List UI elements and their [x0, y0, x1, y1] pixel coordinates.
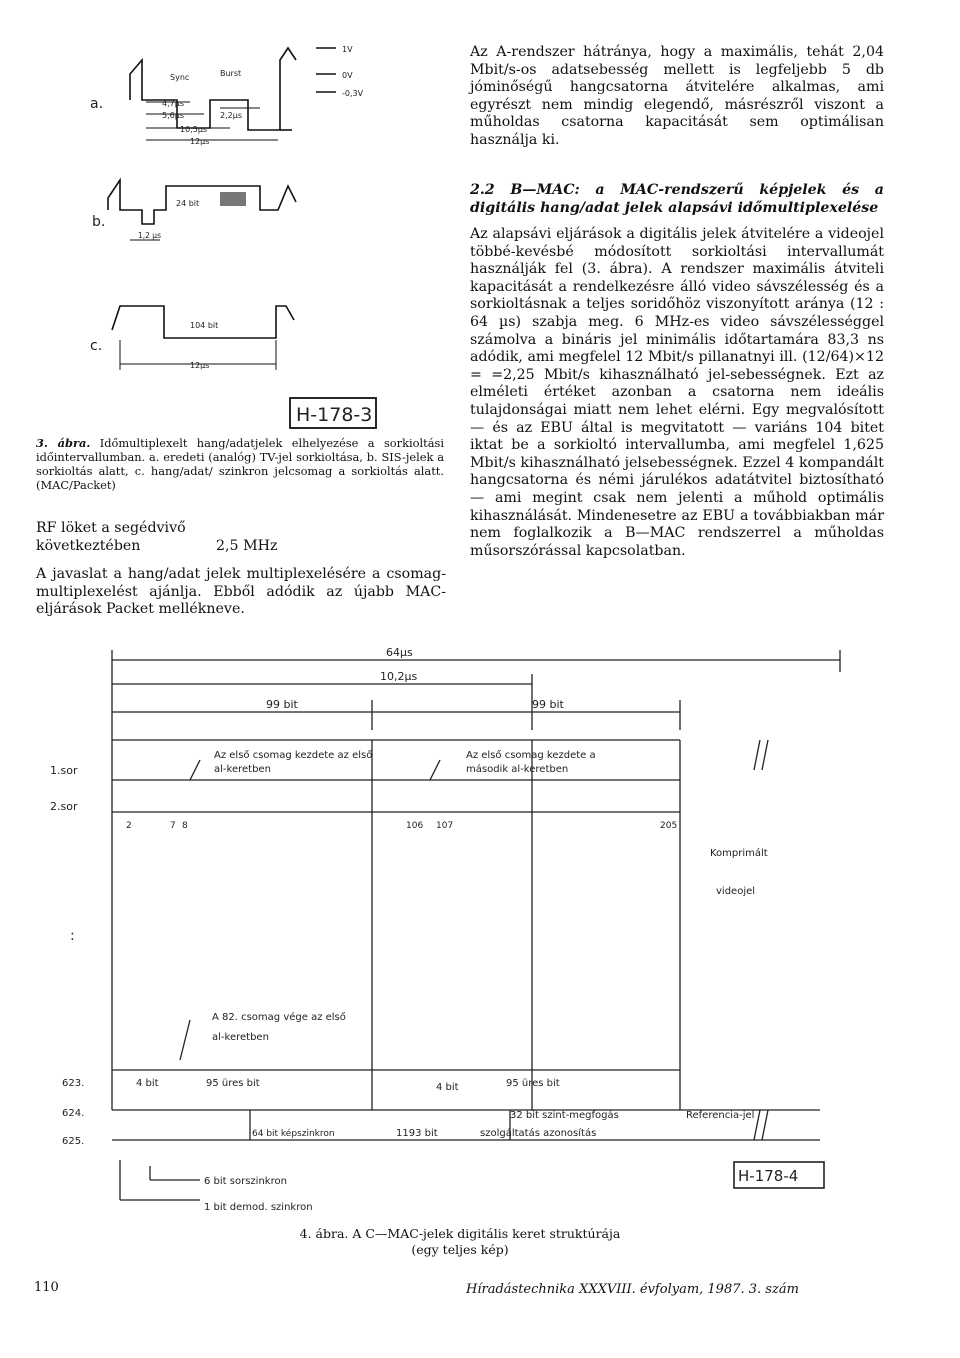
fig4-32bit: 32 bit szint-megfogás — [510, 1110, 619, 1121]
fig3-a-1v: 1V — [342, 45, 353, 54]
fig4-n7: 7 — [170, 821, 176, 831]
fig4-note1a: Az első csomag kezdete az első — [214, 750, 373, 761]
fig4-4bit-a: 4 bit — [136, 1078, 159, 1089]
fig3-stamp: H-178-3 — [296, 404, 373, 426]
fig4-note3b: al-keretben — [212, 1032, 269, 1043]
fig4-64us: 64µs — [386, 646, 413, 659]
fig4-note1b: al-keretben — [214, 764, 271, 775]
fig4-komp1: Komprimált — [710, 848, 768, 859]
fig4-1193: 1193 bit — [396, 1128, 438, 1139]
fig4-n107: 107 — [436, 821, 454, 831]
right-paragraph-1: Az A-rendszer hátránya, hogy a maximális, tehát 2,04 Mbit/s-os adatsebesség mellett is legfeljebb 5 db jóminőségű hangcsatorna átvitelére alkalmas, ami egyrészt nem mindig elegendő, másrészről viszont a műholdas csatorna kapacitását sem optimálisan használja ki. — [470, 44, 884, 148]
rf-row-value: 2,5 MHz — [216, 537, 278, 554]
fig4-99bit-b: 99 bit — [532, 698, 564, 711]
fig4-99bit-a: 99 bit — [266, 698, 298, 711]
left-paragraph: A javaslat a hang/adat jelek multiplexelésére a csomag-multiplexelést ajánlja. Ebből adódik az újabb MAC-eljárások Packet mellékneve. — [36, 566, 446, 618]
fig4-n106: 106 — [406, 821, 424, 831]
figure-4-caption — [230, 1226, 690, 1258]
fig3-a-burst: Burst — [220, 69, 242, 78]
fig4-note3a: A 82. csomag vége az első — [212, 1012, 346, 1023]
fig4-note2a: Az első csomag kezdete a — [466, 750, 596, 761]
fig3-c-bits: 104 bit — [190, 321, 219, 330]
right-paragraph-2: Az alapsávi eljárások a digitális jelek átvitelére a videojel többé-kevésbé módosított sorkioltási intervallumát használják fel (3. ábra). A rendszer maximális átviteli kapacitását a rendelkezésre álló video sávszélesség és a sorkioltásnak a teljes soridőhöz viszonyított aránya (12 : 64 µs) szabja meg. 6 MHz-es video sávszélességgel számolva a bináris jel minimális időtartamára 83,3 ns adódik, ami megfelel 12 Mbit/s pillanatnyi ill. (12/64)×12 = =2,25 Mbit/s kihasználható jel-sebességnek. Ezt az elméleti értéket azonban a csatorna nem ideális tulajdonságai miatt nem lehet elérni. Egy megvalósított — és az EBU által is megvitatott — variáns 104 bitet iktat be a sorkioltó intervallumba, ami megfelel 1,625 Mbit/s kihasználható jelsebességnek. Ezzel 4 kompandált hangcsatorna és némi járulékos adatátvitel biztosítható — ami megint csak nem jelenti a műhold optimális kihasználását. Mindenesetre az EBU a továbbiakban már nem foglalkozik a B—MAC rendszerrel a műholdas műsorszórással kapcsolatban. — [470, 226, 884, 559]
fig4-komp2: videojel — [716, 886, 756, 897]
fig4-ref: Referencia-jel — [686, 1110, 755, 1121]
page-number: 110 — [34, 1280, 59, 1295]
rf-row-label: RF löket a segédvivő következtében — [36, 520, 186, 554]
fig3-a-t47: 4,7µs — [162, 99, 184, 108]
figure-4-drawing — [40, 640, 920, 1220]
fig4-95bit-a: 95 üres bit — [206, 1078, 260, 1089]
fig4-dots: : — [70, 928, 75, 944]
figure-4-caption-line1: 4. ábra. A C—MAC-jelek digitális keret struktúrája — [299, 1226, 621, 1241]
section-heading: 2.2 B—MAC: a MAC-rendszerű képjelek és a digitális hang/adat jelek alapsávi időmultiplexelése — [470, 182, 884, 216]
rf-row — [36, 520, 446, 555]
fig4-n8: 8 — [182, 821, 188, 831]
fig3-a-t56: 5,6µs — [162, 111, 184, 120]
figure-3-drawing — [80, 30, 460, 440]
fig3-c-label: c. — [90, 338, 103, 354]
fig4-95bit-b: 95 üres bit — [506, 1078, 560, 1089]
fig4-r625: 625. — [62, 1136, 85, 1147]
fig3-a-neg: -0,3V — [342, 89, 364, 98]
fig4-note2b: második al-keretben — [466, 764, 569, 775]
figure-3-caption-text: Időmultiplexelt hang/adatjelek elhelyezése a sorkioltási időintervallumban. a. eredeti (analóg) TV-jel sorkioltása, b. SIS-jelek a sorkioltás alatt, c. hang/adat/ szinkron jelcsomag a sorkioltás alatt. (MAC/Packet) — [36, 436, 444, 492]
fig4-6bit: 6 bit sorszinkron — [204, 1176, 287, 1187]
fig4-102us: 10,2µs — [380, 670, 418, 683]
fig3-b-time: 1,2 µs — [138, 231, 161, 240]
fig3-b-bits: 24 bit — [176, 199, 200, 208]
fig4-n205: 205 — [660, 821, 678, 831]
fig4-r624: 624. — [62, 1108, 85, 1119]
fig3-a-t12: 12µs — [190, 137, 210, 146]
fig3-b-label: b. — [92, 214, 106, 230]
fig4-n2: 2 — [126, 821, 132, 831]
fig4-row1: 1.sor — [50, 764, 78, 777]
figure-4-caption-line2: (egy teljes kép) — [411, 1242, 509, 1257]
fig3-a-sync: Sync — [170, 73, 190, 82]
fig4-serv: szolgáltatás azonosítás — [480, 1128, 597, 1139]
figure-3-caption — [36, 436, 444, 492]
figure-3-caption-prefix: 3. ábra. — [36, 436, 91, 450]
fig4-64bit: 64 bit képszinkron — [252, 1129, 335, 1139]
fig4-r623: 623. — [62, 1078, 85, 1089]
journal-footer: Híradástechnika XXXVIII. évfolyam, 1987. 3. szám — [466, 1282, 799, 1297]
fig3-a-label: a. — [90, 96, 104, 112]
fig3-a-t105: 10,5µs — [180, 125, 208, 134]
fig3-c-time: 12µs — [190, 361, 210, 370]
figure-3 — [80, 30, 460, 440]
fig4-4bit-b: 4 bit — [436, 1082, 459, 1093]
fig4-row2: 2.sor — [50, 800, 78, 813]
fig4-stamp: H-178-4 — [738, 1167, 799, 1185]
figure-4 — [40, 640, 920, 1220]
fig3-a-t22: 2,2µs — [220, 111, 242, 120]
fig3-a-0v: 0V — [342, 71, 353, 80]
fig4-1bit: 1 bit demod. szinkron — [204, 1202, 313, 1213]
